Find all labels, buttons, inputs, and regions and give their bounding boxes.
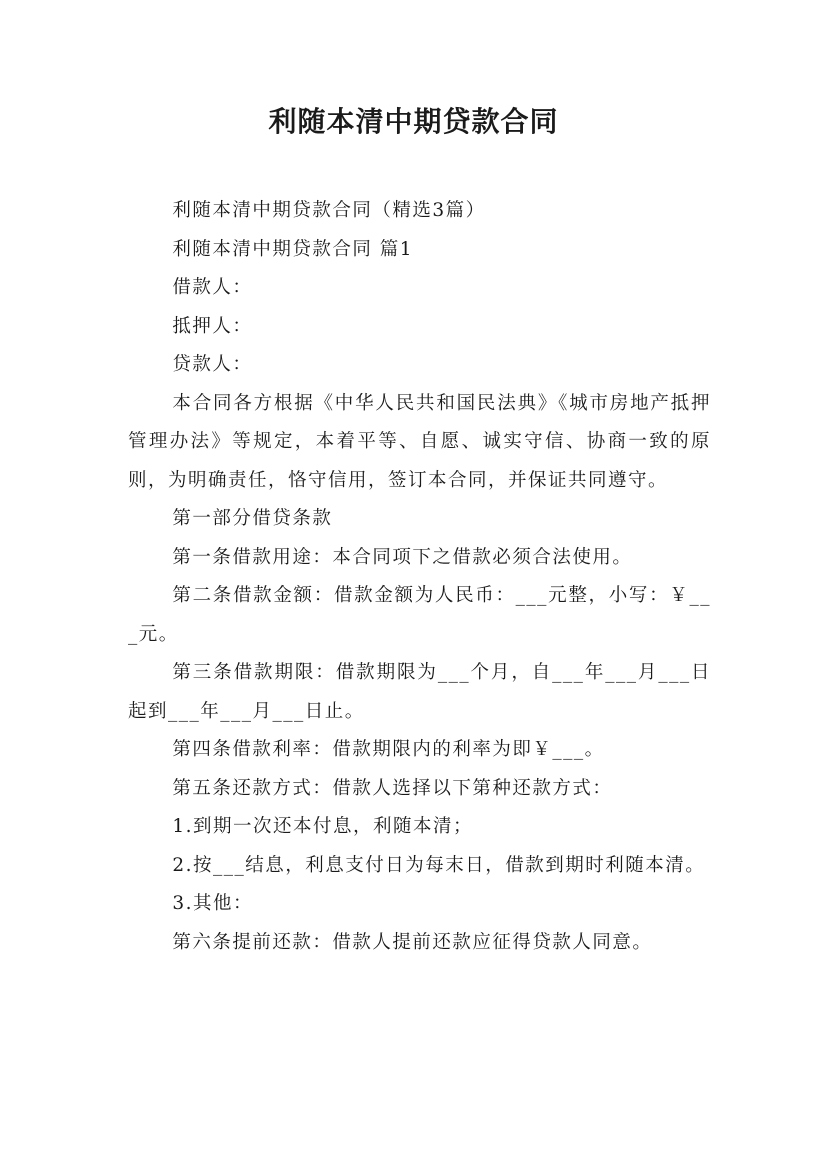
article-3-term: 第三条借款期限：借款期限为___个月，自___年___月___日起到___年___月___日止。 bbox=[128, 662, 711, 722]
repayment-option-2: 2.按___结息，利息支付日为每末日，借款到期时利随本清。 bbox=[172, 854, 706, 876]
article-5-repayment-method: 第五条还款方式：借款人选择以下第种还款方式： bbox=[172, 777, 613, 799]
party-borrower: 借款人： bbox=[172, 277, 253, 298]
document-title: 利随本清中期贷款合同 bbox=[268, 105, 559, 138]
article-2-amount: 第二条借款金额：借款金额为人民币：___元整，小写：￥___元。 bbox=[128, 585, 711, 645]
repayment-option-3: 3.其他： bbox=[172, 893, 254, 914]
article-4-interest-rate: 第四条借款利率：借款期限内的利率为即￥___。 bbox=[172, 739, 605, 760]
subtitle-selection: 利随本清中期贷款合同（精选3篇） bbox=[172, 200, 486, 221]
preamble-paragraph: 本合同各方根据《中华人民共和国民法典》《城市房地产抵押管理办法》等规定，本着平等、自愿、诚实守信、协商一致的原则，为明确责任，恪守信用，签订本合同，并保证共同遵守。 bbox=[128, 392, 711, 491]
article-1-purpose: 第一条借款用途：本合同项下之借款必须合法使用。 bbox=[172, 546, 633, 568]
section-heading: 利随本清中期贷款合同 篇1 bbox=[172, 238, 414, 260]
document-body bbox=[128, 192, 711, 962]
party-lender: 贷款人： bbox=[172, 354, 253, 375]
repayment-option-1: 1.到期一次还本付息，利随本清； bbox=[172, 816, 474, 837]
article-6-early-repayment: 第六条提前还款：借款人提前还款应征得贷款人同意。 bbox=[172, 931, 653, 953]
party-mortgagor: 抵押人： bbox=[172, 315, 253, 337]
part-heading: 第一部分借贷条款 bbox=[172, 508, 333, 529]
